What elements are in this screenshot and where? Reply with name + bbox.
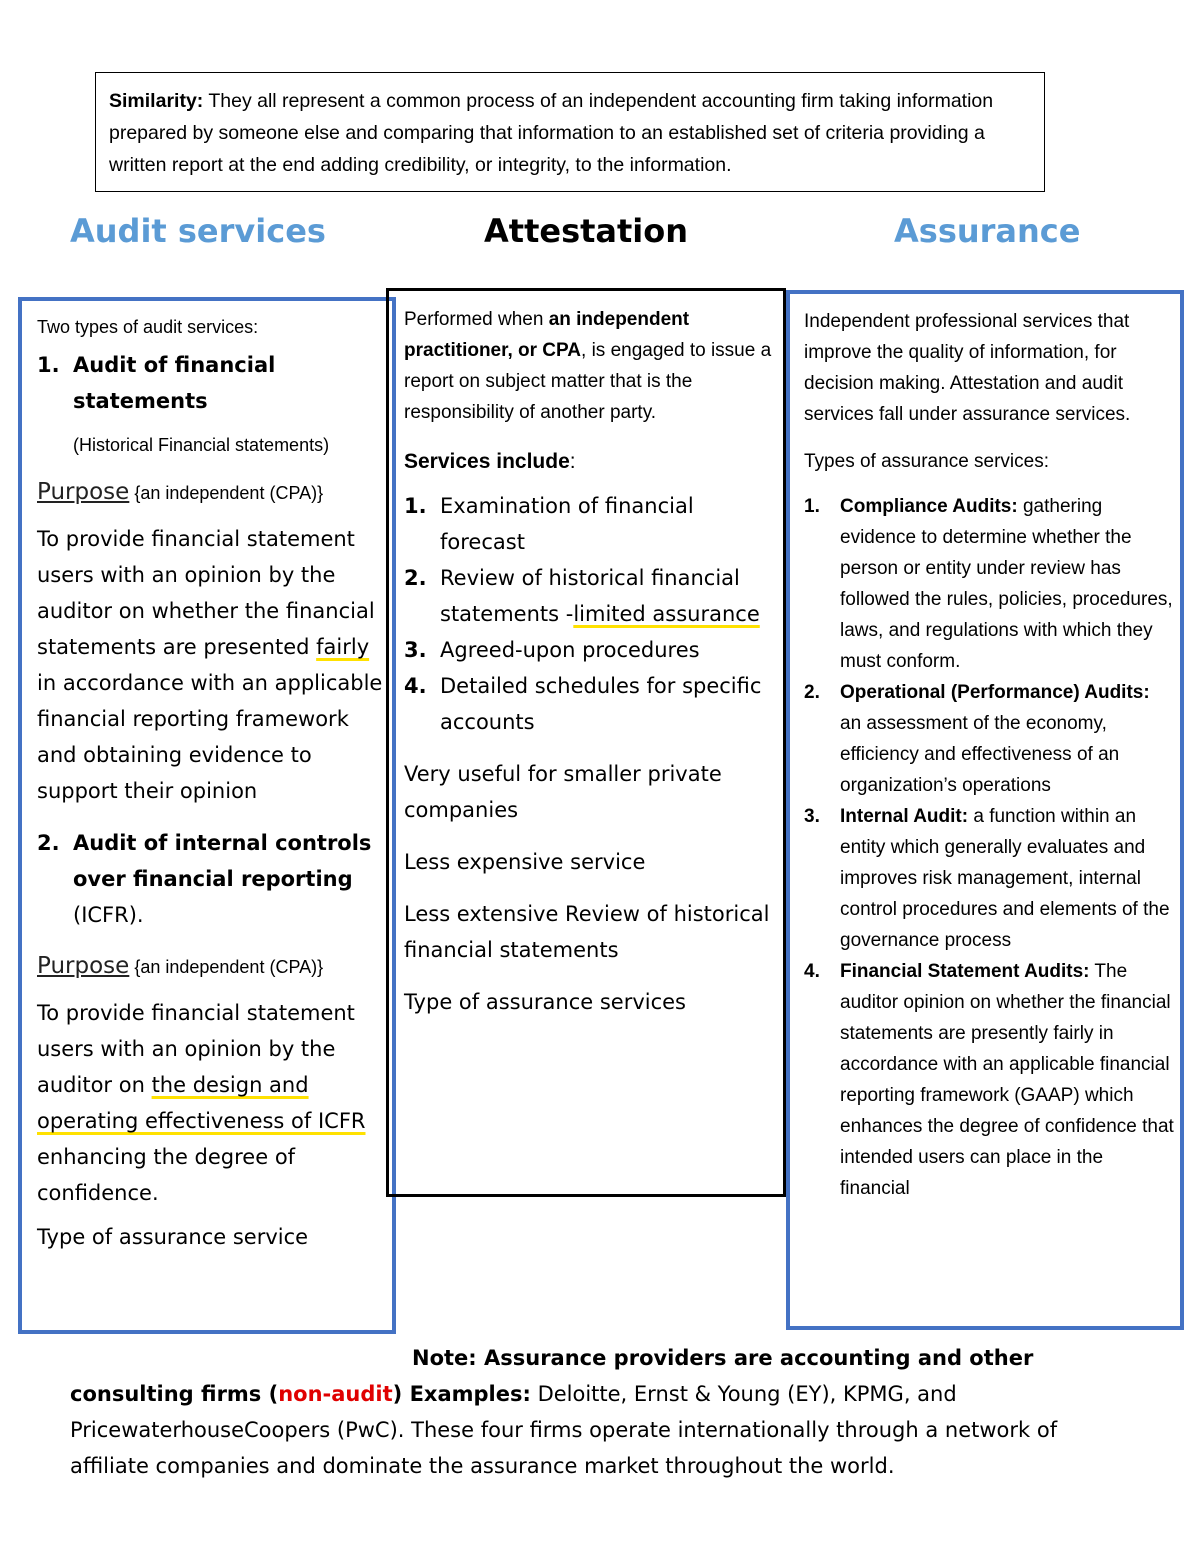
assurance-types-list — [804, 491, 1174, 1204]
audit-item-1-subtitle: (Historical Financial statements) — [73, 435, 330, 455]
list-item: 3. Agreed-upon procedures — [404, 638, 700, 662]
highlight-icfr: the design and operating effectiveness of ICFR — [37, 1073, 366, 1133]
audit-purpose-2 — [37, 949, 386, 985]
audit-item-2 — [37, 825, 386, 933]
highlight-limited-assurance: limited assurance — [573, 602, 760, 626]
list-item: 4. Financial Statement Audits: The auditor opinion on whether the financial statements are presently fairly in accordance with an applicable financial reporting framework (GAAP) which enhances the degree of confidence that intended users can place in the financial — [804, 961, 1174, 1199]
audit-purpose-1 — [37, 475, 386, 511]
attestation-note-3: Less extensive Review of historical financial statements — [404, 902, 770, 962]
audit-item-1 — [37, 347, 386, 419]
similarity-label: Similarity: — [109, 90, 204, 112]
attestation-column — [386, 288, 786, 1197]
purpose-label-2: Purpose — [37, 953, 130, 979]
list-item: 2. Operational (Performance) Audits: an assessment of the economy, efficiency and effectiveness of an organization’s operations — [804, 682, 1150, 796]
attestation-note-1: Very useful for smaller private companies — [404, 762, 722, 822]
note-examples-label: ) Examples: — [392, 1382, 531, 1406]
attestation-intro: Performed when an independent practitioner, or CPA, is engaged to issue a report on subject matter that is the responsibility of another party. — [404, 309, 772, 423]
note-lead: Note: Assurance providers are accounting and other consulting firms ( — [70, 1346, 1034, 1406]
similarity-box — [95, 72, 1045, 192]
services-include-label: Services include: — [404, 450, 576, 473]
audit-item-1-title: Audit of financial statements — [73, 353, 276, 413]
list-item: 3. Internal Audit: a function within an entity which generally evaluates and improves risk management, internal control procedures and elements of the governance process — [804, 806, 1170, 951]
heading-audit-services: Audit services — [70, 212, 326, 250]
assurance-intro: Independent professional services that improve the quality of information, for decision making. Attestation and audit services fall under assurance services. — [804, 311, 1131, 425]
audit-services-column — [18, 297, 396, 1334]
audit-item-2-tail: (ICFR). — [73, 903, 144, 927]
purpose-who: {an independent (CPA)} — [129, 483, 324, 503]
attestation-note-2: Less expensive service — [404, 850, 646, 874]
audit-item-2-number: 2. — [37, 831, 60, 855]
audit-purpose-1-text: To provide financial statement users with an opinion by the auditor on whether the financial statements are presented fairly in accordance with an applicable financial reporting framework and obtaining evidence to support their opinion — [37, 527, 383, 803]
note-examples: Deloitte, Ernst & Young (EY), KPMG, and PricewaterhouseCoopers (PwC). These four firms operate internationally through a network of affiliate companies and dominate the assurance market throughout the world. — [70, 1382, 1058, 1478]
attestation-note-4: Type of assurance services — [404, 990, 687, 1014]
similarity-text: They all represent a common process of an independent accounting firm taking information prepared by someone else and comparing that information to an established set of criteria providing a written report at the end adding credibility, or integrity, to the information. — [109, 90, 994, 176]
list-item: 4. Detailed schedules for specific accounts — [404, 674, 762, 734]
purpose-label: Purpose — [37, 479, 130, 505]
assurance-types-label: Types of assurance services: — [804, 451, 1049, 472]
note-non-audit: non-audit — [278, 1382, 393, 1406]
providers-note — [70, 1340, 1140, 1484]
list-item: 2. Review of historical financial statements -limited assurance — [404, 566, 760, 626]
heading-assurance: Assurance — [894, 212, 1081, 250]
purpose-who-2: {an independent (CPA)} — [129, 957, 324, 977]
heading-attestation: Attestation — [484, 212, 689, 250]
assurance-column — [786, 290, 1184, 1330]
attestation-services-list — [404, 488, 777, 740]
audit-purpose-2-text: To provide financial statement users with an opinion by the auditor on the design and operating effectiveness of ICFR enhancing the degree of confidence. — [37, 1001, 366, 1205]
list-item: 1. Examination of financial forecast — [404, 494, 694, 554]
audit-item-2-title: Audit of internal controls over financial reporting — [73, 831, 372, 891]
audit-item-1-number: 1. — [37, 353, 60, 377]
highlight-fairly: fairly — [316, 635, 370, 659]
audit-intro: Two types of audit services: — [37, 317, 259, 337]
list-item: 1. Compliance Audits: gathering evidence to determine whether the person or entity under review has followed the rules, policies, procedures, laws, and regulations with which they must conform. — [804, 496, 1173, 672]
audit-cut-text: Type of assurance service — [37, 1225, 309, 1249]
